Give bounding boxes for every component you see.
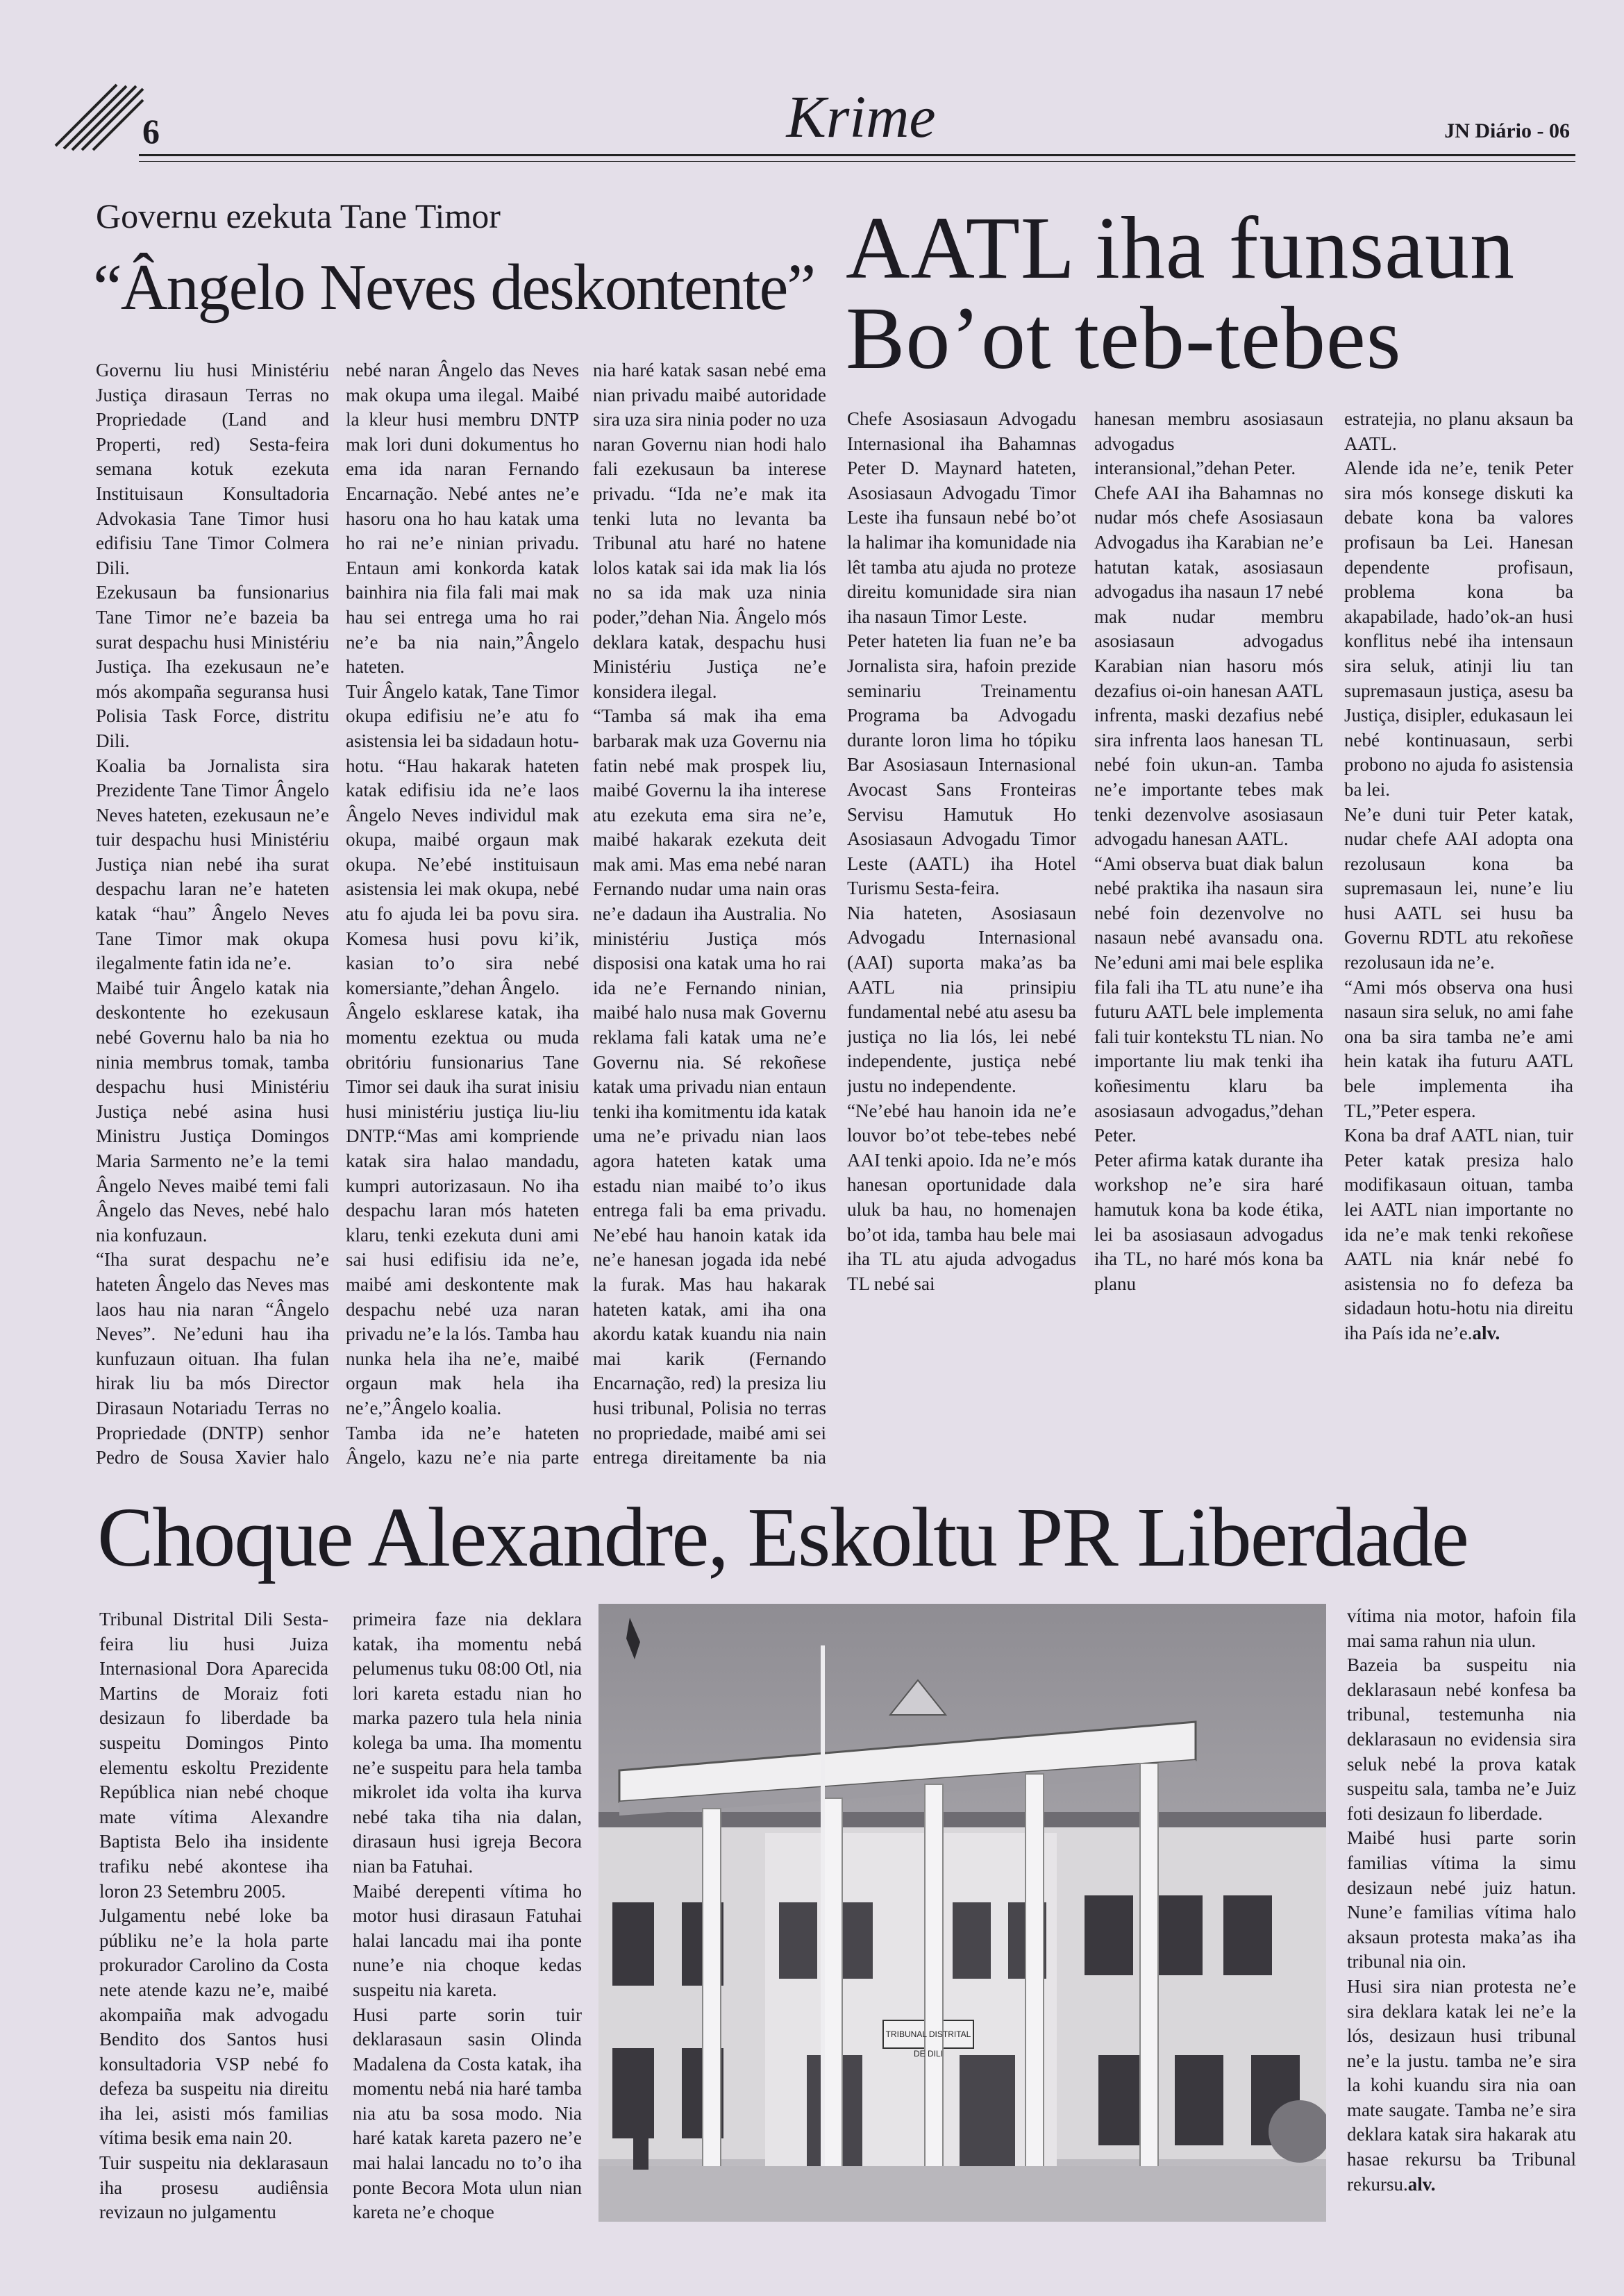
paragraph: nia haré katak sasan nebé ema nian privadu maibé autoridade sira uza sira ninia poder no uza naran Governu nian hodi halo fali ezekusaun ba interese privadu. “Ida ne’e mak ita tenki luta no levanta ba Tribunal atu haré no hatene lolos katak sai ida mak lia lós no sa ida mak uza ninia poder,”dehan Nia. Ângelo mós deklara katak, despachu husi Ministériu Justiça ne’e konsidera ilegal.	[593, 360, 826, 702]
paragraph: Tamba ida ne’e hateten Ângelo, kazu ne’e nia parte	[346, 1422, 579, 1468]
page-number: 6	[142, 112, 160, 151]
paragraph	[593, 704, 826, 1473]
paragraph: Ne’e duni tuir Peter katak, nudar chefe AAI adopta ona rezolusaun kona ba supremasaun lei, nune’e liu husi AATL sei husu ba Governu RDTL atu rekoñese rezolusaun ida ne’e.	[1344, 803, 1573, 973]
paragraph	[1347, 1975, 1576, 2197]
paragraph-text: “Tamba sá mak iha ema barbarak mak uza Governu nia fatin nebé mak prospek liu, maibé Governu la iha interese atu ezekuta ema sira ne’e, maibé hakarak ezekuta deit mak ami. Mas ema nebé naran Fernando nudar uma nain oras ne’e dadaun iha Australia. No ministériu Justiça mós disposisi ona katak uma ho rai ida ne’e Fernando ninian, maibé halo nusa mak Governu reklama fali katak uma ne’e Governu nia. Sé rekoñese katak uma privadu nian entaun tenki iha komitmentu ida katak uma ne’e privadu nian laos agora hateten katak uma estadu nian maibé to’o ikus entrega fali ba ema privadu. Ne’ebé hau hanoin katak ida ne’e hanesan jogada ida nebé la furak. Mas hau hakarak hateten katak, ami iha ona akordu katak kuandu nia nain mai karik (Fernando Encarnação, red) la presiza liu husi tribunal, Polisia no terras no propriedade, maibé ami sei entrega direitamente ba nia	[593, 705, 826, 1468]
header-rule-thin	[139, 161, 1575, 162]
paragraph: Maibé tuir Ângelo katak nia deskontente ho ezekusaun nebé Governu halo ba nia ho ninia membrus tomak, tamba despachu husi Ministériu Justiça nebé asina husi Ministru Justiça Domingos Maria Sarmento ne’e la temi Ângelo Neves maibé temi fali Ângelo das Neves, nebé halo nia konfuzaun.	[96, 977, 329, 1246]
article2-headline: AATL iha funsaun Bo’ot teb-tebes	[846, 199, 1515, 387]
article2-column-3	[1344, 407, 1573, 1476]
paragraph: Chefe Asosiasaun Advogadu Internasional iha Bahamnas Peter D. Maynard hateten, Asosiasaun Advogadu Timor Leste iha funsaun nebé bo’ot la halimar iha komunidade nia lêt tamba atu ajuda no proteze direitu komunidade sira nian iha nasaun Timor Leste.	[847, 408, 1076, 627]
paragraph: Bazeia ba suspeitu nia deklarasaun nebé konfesa ba tribunal, testemunha nia deklarasaun no evidensia sira seluk nebé la prova katak suspeitu sala, tamba ne’e Juiz foti desizaun fo liberdade.	[1347, 1654, 1576, 1824]
author-signoff: alv.	[1407, 2173, 1436, 2195]
paragraph: Husi parte sorin tuir deklarasaun sasin Olinda Madalena da Costa katak, iha momentu nebá nia haré tamba nia atu ba sosa modo. Nia haré katak kareta pazero ne’e mai halai lancadu no to’o iha ponte Becora Mota ulun nian kareta ne’e choque	[353, 2004, 582, 2223]
paragraph: primeira faze nia deklara katak, iha momentu nebá pelumenus tuku 08:00 Otl, nia lori kareta estadu nian ho marka pazero tula hela ninia kolega ba uma. Iha momentu ne’e suspeitu para hela tamba mikrolet ida volta iha kurva nebé taka tiha nia dalan, dirasaun husi igreja Becora nian ba Fatuhai.	[353, 1609, 582, 1877]
article2-column-1	[847, 407, 1076, 1476]
paragraph	[1344, 1123, 1573, 1346]
tribunal-building-photo	[598, 1604, 1326, 2222]
paragraph-text: Kona ba draf AATL nian, tuir Peter katak presiza halo modifikasaun oituan, tamba lei AATL nian importante no ida ne’e mak tenki rekoñese AATL nia knár nebé fo asistensia no fo defeza ba sidadaun hotu-hotu nia direitu iha País ida ne’e.	[1344, 1125, 1573, 1343]
paragraph: Peter afirma katak durante iha workshop ne’e sira haré hamutuk kona ba kode étika, lei ba asosiasaun advogadus iha TL, no haré mós kona ba planu	[1094, 1149, 1323, 1294]
paragraph: Peter hateten lia fuan ne’e ba Jornalista sira, hafoin prezide seminariu Treinamentu Programa ba Advogadu durante loron lima ho tópiku Bar Asosiasaun Internasional Avocast Sans Fronteiras Servisu Hamutuk Ho Asosiasaun Advogadu Timor Leste (AATL) iha Hotel Turismu Sesta-feira.	[847, 630, 1076, 899]
paragraph: Julgamentu nebé loke ba públiku ne’e la hola parte prokurador Carolino da Costa nete atende kazu ne’e, maibé akompaiña mak advogadu Bendito dos Santos husi konsultadoria VSP nebé fo defeza ba suspeitu nia direitu iha lei, asisti mós familias vítima besik ema nain 20.	[99, 1905, 328, 2149]
article3-column-1	[99, 1607, 328, 2232]
article1-column-2	[346, 358, 579, 1473]
author-signoff: alv.	[1472, 1322, 1500, 1343]
paragraph: Governu liu husi Ministériu Justiça dirasaun Terras no Propriedade (Land and Properti, red) Sesta-feira semana kotuk ezekuta Instituisaun Konsultadoria Advokasia Tane Timor husi edifisiu Tane Timor Colmera Dili.	[96, 360, 329, 578]
paragraph: Ezekusaun ba funsionarius Tane Timor ne’e bazeia ba surat despachu husi Ministériu Justiça. Iha ezekusaun ne’e mós akompaña seguransa husi Polisia Task Force, distritu Dili.	[96, 582, 329, 751]
paper-edition: JN Diário - 06	[1444, 119, 1570, 142]
paragraph: Tribunal Distrital Dili Sesta-feira liu husi Juiza Internasional Dora Aparecida Martins de Moraiz foti desizaun fo liberdade ba suspeitu Domingos Pinto elementu eskoltu Prezidente República nian nebé choque mate vítima Alexandre Baptista Belo iha insidente trafiku nebé akontese iha loron 23 Setembru 2005.	[99, 1609, 328, 1902]
article1-column-1	[96, 358, 329, 1473]
article1-column-3	[593, 358, 826, 1473]
article1-kicker: Governu ezekuta Tane Timor	[96, 196, 501, 235]
article3-column-2	[353, 1607, 582, 2232]
paragraph: Nia hateten, Asosiasaun Advogadu Internasional (AAI) suporta maka’as ba AATL nia prinsipiu fundamental nebé atu asesu ba justiça no lia lós, lei nebé independente, justiça nebé justu no independente.	[847, 902, 1076, 1097]
paragraph: Alende ida ne’e, tenik Peter sira mós konsege diskuti ka debate kona ba valores profisaun ba Lei. Hanesan dependente profisaun, problema kona ba akapabilade, hado’ok-an husi konflitus nebé iha intensaun sira seluk, atinji liu tan supremasaun justiça, asesu ba Justiça, disipler, edukasaun lei nebé kontinuasaun, serbi probono no ajuda fo asistensia ba lei.	[1344, 458, 1573, 800]
paragraph: “Ami mós observa ona husi nasaun sira seluk, no ami fahe ona ba sira tamba ne’e ami hein katak iha futuru AATL bele implementa iha TL,”Peter espera.	[1344, 976, 1573, 1121]
paragraph: Tuir Ângelo katak, Tane Timor okupa edifisiu ne’e atu fo asistensia lei ba sidadaun hotu-hotu. “Hau hakarak hateten katak edifisiu ida ne’e laos Ângelo Neves individul mak okupa, maibé orgaun mak okupa. Ne’ebé instituisaun asistensia lei mak okupa, nebé atu fo ajuda lei ba povu sira. Komesa husi povu ki’ik, kasian to’o sira nebé komersiante,”dehan Ângelo.	[346, 680, 579, 998]
article2-column-2	[1094, 407, 1323, 1476]
paragraph: Ângelo esklarese katak, iha momentu ezektua ou muda obritóriu funsionarius Tane Timor sei dauk iha surat inisiu husi ministériu justiça liu-liu DNTP.“Mas ami kompriende katak sira halao mandadu, kumpri autorizasaun. No iha despachu laran mós hateten klaru, tenki ezekuta duni ami sai husi edifisiu ida ne’e, maibé ami deskontente mak despachu nebé uza naran privadu ne’e la lós. Tamba hau nunka hela iha ne’e, maibé orgaun mak hela iha ne’e,”Ângelo koalia.	[346, 1002, 579, 1418]
paragraph: Koalia ba Jornalista sira Prezidente Tane Timor Ângelo Neves hateten, ezekusaun ne’e tuir despachu husi Ministériu Justiça nian nebé iha surat despachu laran ne’e hateten katak “hau” Ângelo Neves Tane Timor mak okupa ilegalmente fatin ida ne’e.	[96, 755, 329, 974]
masthead-hatch-logo	[54, 76, 144, 153]
article3-headline: Choque Alexandre, Eskoltu PR Liberdade	[97, 1491, 1468, 1584]
paragraph: estratejia, no planu aksaun ba AATL.	[1344, 408, 1573, 454]
header-rule	[139, 154, 1575, 156]
paragraph: Chefe AAI iha Bahamnas no nudar mós chefe Asosiasaun Advogadus iha Karabian ne’e hatutan katak, asosiasaun advogadus iha nasaun 17 nebé mak nudar membru asosiasaun advogadus Karabian nian hasoru mós dezafius oi-oin hanesan AATL infrenta, maski dezafius nebé sira infrenta laos hanesan TL nebé foin ukun-an. Tamba ne’e importante tebes mak tenki dezenvolve asosiasaun advogadu hanesan AATL.	[1094, 482, 1323, 850]
paragraph: Tuir suspeitu nia deklarasaun iha prosesu audiênsia revizaun no julgamentu	[99, 2152, 328, 2223]
paragraph: hanesan membru asosiasaun advogadus interansional,”dehan Peter.	[1094, 408, 1323, 479]
paragraph: “Iha surat despachu ne’e hateten Ângelo das Neves mas laos hau nia naran “Ângelo Neves”. Ne’eduni hau iha kunfuzaun oituan. Iha fulan hirak liu ba mós Director Dirasaun Notariadu Terras no Propriedade (DNTP) senhor Pedro de Sousa Xavier halo	[96, 1249, 329, 1468]
photo-sign-text: TRIBUNAL DISTRITAL DE DILI	[885, 2029, 971, 2059]
article3-column-3	[1347, 1604, 1576, 2229]
paragraph: Maibé husi parte sorin familias vítima la simu desizaun nebé juiz hatun. Nune’e familias vítima halo aksaun protesta maka’as iha tribunal nia oin.	[1347, 1827, 1576, 1972]
paragraph: “Ne’ebé hau hanoin ida ne’e louvor bo’ot tebe-tebes nebé AAI tenki apoio. Ida ne’e mós hanesan oportunidade dala uluk ba hau, no homenajen bo’ot ida, tamba hau bele mai iha TL atu ajuda advogadus TL nebé sai	[847, 1100, 1076, 1294]
section-title: Krime	[786, 83, 936, 150]
paragraph: “Ami observa buat diak balun nebé praktika iha nasaun sira nebé foin dezenvolve no nasaun nebé avansadu ona. Ne’eduni ami mai bele esplika fila fali iha TL atu nune’e iha futuru AATL bele implementa fali tuir kontekstu TL nian. No importante liu mak tenki iha koñesimentu klaru ba asosiasaun advogadus,”dehan Peter.	[1094, 853, 1323, 1146]
paragraph-text: Husi sira nian protesta ne’e sira deklara katak lei ne’e la lós, desizaun husi tribunal ne’e la justu. tamba ne’e sira la kohi kuandu sira nia oan mate saugate. Tamba ne’e sira deklara katak sira hakarak atu hasae rekursu ba Tribunal rekursu.	[1347, 1975, 1576, 2195]
article1-headline: “Ângelo Neves deskontente”	[93, 251, 815, 324]
paragraph: vítima nia motor, hafoin fila mai sama rahun nia ulun.	[1347, 1605, 1576, 1651]
paragraph: Maibé derepenti vítima ho motor husi dirasaun Fatuhai halai lancadu mai iha ponte nune’e nia choque kedas suspeitu nia kareta.	[353, 1880, 582, 2000]
paragraph: nebé naran Ângelo das Neves mak okupa uma ilegal. Maibé la kleur husi membru DNTP mak lori duni dokumentus ho ema ida naran Fernando Encarnação. Nebé antes ne’e hasoru ona ho hau katak uma ho rai ne’e ninian privadu. Entaun ami konkorda katak bainhira nia fila fali mai mak hau sei entrega uma ho rai ne’e ba nia nain,”Ângelo hateten.	[346, 360, 579, 678]
